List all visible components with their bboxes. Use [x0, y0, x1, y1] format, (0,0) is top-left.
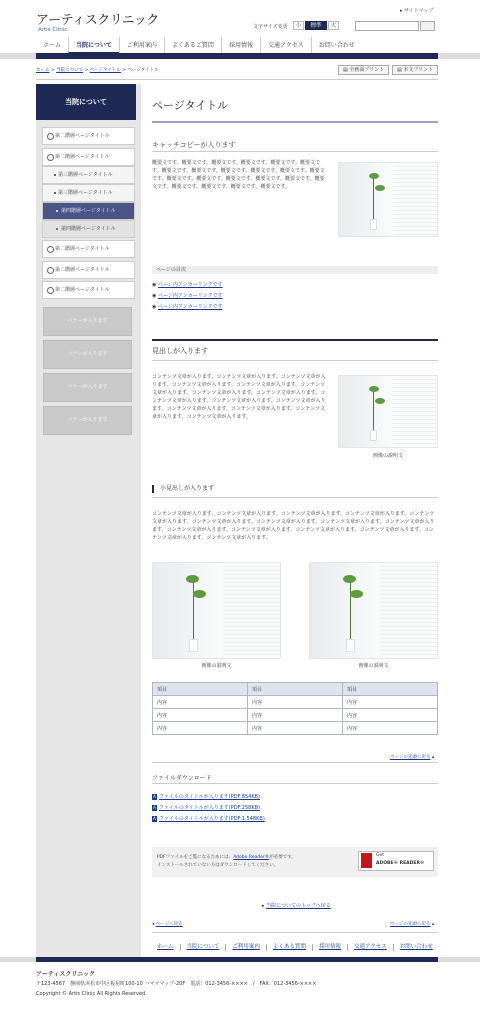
catch-copy: キャッチコピーが入ります — [152, 141, 236, 149]
font-size-small-button[interactable]: 小 — [293, 21, 304, 30]
breadcrumb-about[interactable]: 当院について — [56, 68, 84, 73]
sidebar-item-level2[interactable]: 第二階層ページタイトル — [42, 261, 135, 279]
sub-heading-rule — [152, 497, 438, 498]
footer-nav-item[interactable]: ご利用案内 — [225, 944, 266, 951]
sidebar-item-level2[interactable]: 第二階層ページタイトル — [42, 148, 135, 166]
pdf-icon: A — [153, 815, 156, 821]
toc-link[interactable]: ◉ ページ内アンカーリンクです — [152, 303, 223, 310]
site-logo[interactable]: アーティスクリニック — [36, 13, 159, 28]
table-cell: 内容 — [153, 696, 248, 709]
table-row — [153, 709, 438, 722]
sub-heading: 小見出しが入ります — [152, 485, 214, 493]
sitemap-link[interactable]: ▸ サイトマップ — [400, 8, 434, 14]
file-link[interactable]: A ファイルのタイトルが入ります(PDF:1,548KB) — [153, 815, 265, 822]
print-body-label: 本文プリント — [403, 67, 434, 73]
heading-rule-bottom — [152, 360, 438, 361]
sidebar-banner[interactable]: バナーが入ります — [43, 406, 132, 435]
file-link[interactable]: A ファイルのタイトルが入ります(PDF:258KB) — [153, 804, 260, 811]
font-size-label: 文字サイズ変更 — [253, 24, 288, 30]
sitemap-label: サイトマップ — [404, 8, 434, 14]
photo-plant — [338, 162, 438, 237]
page-top-link[interactable]: ページの先頭へ戻る ▴ — [390, 922, 435, 927]
gnav-home[interactable]: ホーム — [43, 42, 62, 49]
search-button[interactable] — [420, 21, 435, 31]
table-row — [153, 696, 438, 709]
sidebar-item-level4[interactable]: 第四階層ページタイトル — [42, 220, 135, 238]
page-title-underline — [152, 121, 438, 123]
gnav-contact[interactable]: お問い合わせ — [311, 37, 362, 54]
toc-link[interactable]: ◉ ページ内アンカーリンクです — [152, 281, 223, 288]
sidebar-banner[interactable]: バナーが入ります — [43, 373, 132, 402]
adobe-get-label: Get — [376, 853, 385, 858]
table-cell: 内容 — [248, 696, 343, 709]
back-to-category-link[interactable]: ▸ 当院についてのトップへ戻る — [262, 903, 331, 909]
nav-bar-accent — [36, 53, 438, 59]
pdf-icon: A — [153, 804, 156, 810]
sidebar-banner[interactable]: バナーが入ります — [43, 307, 132, 336]
breadcrumb-sep: > — [84, 68, 89, 73]
table-cell: 内容 — [153, 722, 248, 735]
sidebar-item-level3[interactable]: 第三階層ページタイトル — [42, 184, 135, 202]
footer-address: 〒123-4567 静岡県浜松市中区板屋町100-10 ハマママップ-20F 電話：012-3456-×××× / FAX：012-3456-×××× — [36, 981, 317, 987]
footer-nav-item[interactable]: お問い合わせ — [393, 944, 439, 951]
footer-name: アーティスクリニック — [36, 971, 95, 978]
font-size-normal-button[interactable]: 標準 — [305, 21, 327, 30]
content-text-1: コンテンツ文章が入ります。コンテンツ文章が入ります。コンテンツ文章が入ります。コンテンツ文章が入ります。コンテンツ文章が入ります。コンテンツ文章が入ります。コンテンツ文章が入ります。コンテンツ文章が入ります。コンテンツ文章が入ります。コンテンツ文章が入ります。コンテンツ文章が入ります。コンテンツ文章が入ります。コンテンツ文章が入ります。コンテンツ文章が入ります。コンテンツ文章が入ります。 — [152, 374, 326, 420]
table-cell: 内容 — [248, 722, 343, 735]
table-header: 項目 — [343, 683, 438, 696]
print-all-label: 全画面プリント — [349, 67, 385, 73]
adobe-text-2: インストールされていない方はダウンロードしてください。 — [157, 863, 279, 868]
gnav-faq[interactable]: よくあるご質問 — [164, 37, 221, 54]
breadcrumb-current: ページタイトル — [127, 68, 159, 73]
site-logo-en: Artis Clinic — [38, 27, 68, 33]
footer-nav-item[interactable]: 採用情報 — [312, 944, 347, 951]
catch-divider — [152, 151, 438, 152]
footer-bar-accent — [36, 957, 438, 962]
sidebar-item-level3[interactable]: 第三階層ページタイトル — [42, 166, 135, 184]
footer-divider — [152, 932, 438, 933]
photo-plant — [338, 375, 438, 448]
sidebar-item-level2[interactable]: 第二階層ページタイトル — [42, 127, 135, 145]
section-divider — [152, 762, 438, 763]
breadcrumb-sub[interactable]: ページタイトル — [89, 68, 121, 73]
footer-nav-item[interactable]: よくある質問 — [266, 944, 312, 951]
photo-plant-left — [152, 562, 281, 659]
photo-caption-right: 画像の説明文 — [358, 663, 389, 669]
sidebar-item-level2[interactable]: 第二階層ページタイトル — [42, 240, 135, 258]
gnav-access[interactable]: 交通アクセス — [260, 37, 311, 54]
table-cell: 内容 — [248, 709, 343, 722]
gnav-guide[interactable]: ご利用案内 — [119, 37, 164, 54]
toc-header: ページの目次 — [152, 266, 438, 274]
content-text-2: コンテンツ文章が入ります。コンテンツ文章が入ります。コンテンツ文章が入ります。コンテンツ文章が入ります。コンテンツ文章が入ります。コンテンツ文章が入ります。コンテンツ文章が入ります。コンテンツ文章が入ります。コンテンツ文章が入ります。コンテンツ文章が入ります。コンテンツ文章が入ります。コンテンツ文章が入ります。コンテンツ文章が入ります。コンテンツ文章が入ります。コンテンツ文章が入ります。 — [152, 511, 435, 541]
sidebar-item-level4-current[interactable]: 第四階層ページタイトル — [42, 202, 135, 220]
sidebar-item-level2[interactable]: 第二階層ページタイトル — [42, 281, 135, 299]
search-input[interactable] — [355, 21, 419, 31]
footer-nav-item[interactable]: ホーム — [157, 944, 174, 950]
footer-nav — [152, 944, 439, 951]
adobe-reader-label: ADOBE® READER® — [376, 861, 425, 866]
table-cell: 内容 — [153, 709, 248, 722]
footer-nav-item[interactable]: 当院について — [180, 944, 226, 951]
prev-page-link[interactable]: ◂ ページへ戻る — [152, 922, 183, 927]
print-all-button[interactable]: ▤ 全画面プリント — [338, 65, 389, 75]
table-cell: 内容 — [343, 696, 438, 709]
table-header: 項目 — [153, 683, 248, 696]
download-heading: ファイルダウンロード — [152, 775, 212, 782]
table-cell: 内容 — [343, 709, 438, 722]
breadcrumb — [36, 67, 159, 73]
heading-rule-top — [152, 339, 438, 341]
breadcrumb-sep: > — [50, 68, 55, 73]
table-row — [153, 722, 438, 735]
info-table — [152, 682, 438, 735]
sidebar-heading: 当院について — [36, 84, 136, 120]
section-heading: 見出しが入ります — [152, 347, 208, 355]
adobe-text-1: PDFファイルをご覧になるためには、Adobe Reader®が必要です。 — [157, 855, 296, 860]
to-top-link[interactable]: ページの先頭へ戻る ▴ — [390, 755, 435, 760]
gnav-about[interactable]: 当院について — [68, 37, 119, 54]
table-cell: 内容 — [343, 722, 438, 735]
breadcrumb-sep: > — [122, 68, 127, 73]
download-divider — [152, 783, 438, 784]
summary-text: 概要文です。概要文です。概要文です。概要文です。概要文です。概要文です。概要文です。概要文です。概要文です。概要文です。概要文です。概要文です。概要文です。概要文です。概要文です。概要文です。概要文です。概要文です。概要文です。概要文です。概要文です。概要文です。 — [152, 160, 325, 190]
global-nav — [36, 37, 362, 54]
footer-copyright: Copyright © Artis Clinic All Rights Reserved. — [36, 991, 147, 997]
pdf-icon: A — [153, 793, 156, 799]
sidebar-banner[interactable]: バナーが入ります — [43, 340, 132, 369]
toc-link[interactable]: ◉ ページ内アンカーリンクです — [152, 292, 223, 299]
file-link[interactable]: A ファイルのタイトルが入ります(PDF:854KB) — [153, 793, 260, 800]
font-size-large-button[interactable]: 大 — [328, 21, 339, 30]
table-header: 項目 — [248, 683, 343, 696]
footer-nav-item[interactable]: 交通アクセス — [347, 944, 393, 951]
page-title: ページタイトル — [152, 99, 229, 112]
table-header-row — [153, 683, 438, 696]
adobe-reader-link[interactable]: Adobe Reader® — [233, 855, 270, 860]
photo-caption-left: 画像の説明文 — [201, 663, 232, 669]
print-body-button[interactable]: ▤ 本文プリント — [392, 65, 438, 75]
adobe-logo-icon — [361, 853, 372, 868]
breadcrumb-home[interactable]: ホーム — [36, 68, 50, 73]
gnav-recruit[interactable]: 採用情報 — [221, 37, 260, 54]
photo-caption: 画像の説明文 — [372, 453, 403, 459]
breadcrumb-divider — [36, 79, 438, 80]
photo-plant-right — [309, 562, 438, 659]
